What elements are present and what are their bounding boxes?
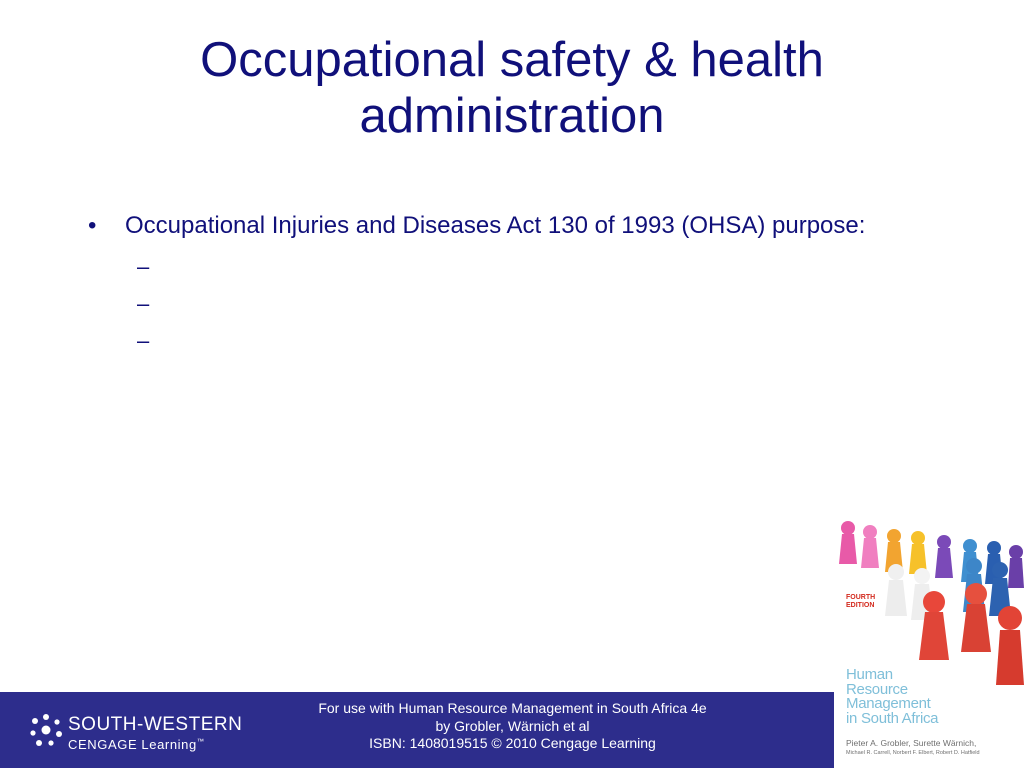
dash-glyph: – bbox=[137, 328, 150, 353]
book-title-line: Management bbox=[846, 695, 931, 712]
sub-bullet-list bbox=[88, 248, 908, 359]
slide-title: Occupational safety & health administration bbox=[200, 33, 824, 143]
footer-line: ISBN: 1408019515 © 2010 Cengage Learning bbox=[369, 735, 656, 751]
game-pieces-image bbox=[834, 520, 1024, 768]
starburst-icon bbox=[28, 712, 64, 753]
book-title-line: in South Africa bbox=[846, 709, 939, 727]
footer-line: by Grobler, Wärnich et al bbox=[435, 717, 590, 734]
book-title bbox=[846, 668, 938, 726]
book-title-line: Human bbox=[846, 666, 893, 683]
sub-bullet-item bbox=[88, 248, 908, 285]
dash-glyph: – bbox=[137, 254, 150, 279]
bullet-list bbox=[88, 210, 908, 359]
edition-label: FOURTH EDITION bbox=[846, 594, 876, 609]
book-authors-line: Michael R. Carrell, Norbert F. Elbert, Robert D. Hatfield bbox=[846, 750, 980, 756]
footer-line: For use with Human Resource Management in South Africa 4e bbox=[318, 700, 707, 716]
logo-wordmark: SOUTH-WESTERN bbox=[68, 714, 243, 735]
logo-subtitle-text: CENGAGE Learning bbox=[68, 737, 197, 752]
book-authors-line: Pieter A. Grobler, Surette Wärnich, bbox=[846, 738, 977, 748]
sub-bullet-item bbox=[88, 285, 908, 322]
book-authors bbox=[846, 738, 980, 758]
dash-glyph: – bbox=[137, 291, 150, 316]
book-title-line: Resource bbox=[846, 680, 908, 698]
trademark-mark: ™ bbox=[196, 738, 205, 746]
sub-bullet-item bbox=[88, 322, 908, 359]
bullet-item bbox=[88, 210, 908, 242]
bullet-glyph: • bbox=[88, 212, 97, 239]
book-cover bbox=[834, 520, 1024, 768]
bullet-text: Occupational Injuries and Diseases Act 130 of 1993 (OHSA) purpose: bbox=[125, 212, 866, 239]
footer-credits bbox=[230, 700, 795, 753]
logo-subtitle bbox=[68, 737, 204, 752]
